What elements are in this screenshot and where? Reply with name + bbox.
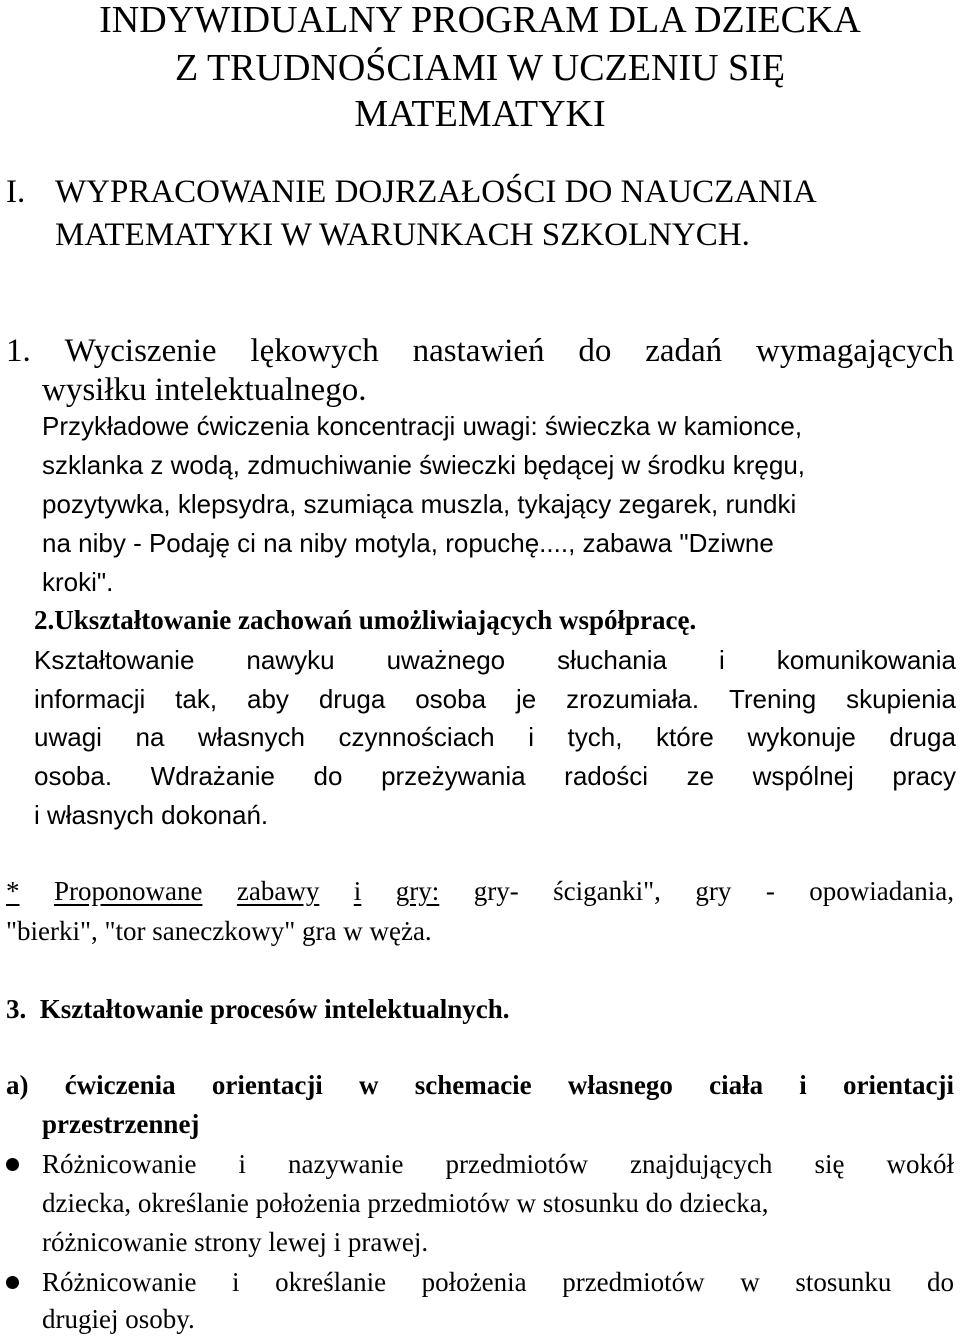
body-word: na — [135, 722, 165, 752]
games-label-word: gry: — [395, 876, 440, 906]
item2-heading: 2.Ukształtowanie zachowań umożliwiających współpracę. — [34, 605, 697, 635]
body-word: osoba. — [34, 761, 113, 791]
body-word: osoba — [415, 684, 487, 714]
bullet-word: i — [238, 1149, 246, 1179]
bullet-2-line-2: drugiej osoby. — [42, 1304, 195, 1334]
body-word: je — [515, 684, 537, 714]
games-word: ściganki", — [553, 876, 661, 906]
bullet-word: położenia — [421, 1267, 527, 1297]
body-word: nawyku — [246, 645, 335, 675]
subsection-a-heading-line-1 — [6, 1066, 954, 1104]
bullet-word: określanie — [275, 1267, 387, 1297]
heading-word: i — [799, 1070, 807, 1100]
heading-word: w — [359, 1070, 379, 1100]
heading-word: własnego — [567, 1070, 673, 1100]
title-line-3: MATEMATYKI — [354, 93, 606, 135]
item1-body-line: szklanka z wodą, zdmuchiwanie świeczki będącej w środku kręgu, — [42, 450, 806, 480]
bullet-word: stosunku — [795, 1267, 892, 1297]
item1-number: 1. — [6, 333, 31, 369]
games-label-word: zabawy — [236, 876, 320, 906]
heading-word: orientacji — [843, 1070, 954, 1100]
body-word: wykonuje — [747, 722, 856, 752]
item2-body-line — [34, 680, 956, 718]
item3-heading: 3. Kształtowanie procesów intelektualnych. — [6, 994, 510, 1024]
body-word: radości — [564, 761, 648, 791]
bullet-word: przedmiotów — [445, 1149, 588, 1179]
body-word: wspólnej — [752, 761, 854, 791]
bullet-icon — [6, 1158, 19, 1171]
bullet-2-line-1 — [42, 1263, 954, 1301]
games-label-word: i — [353, 876, 362, 906]
body-word: komunikowania — [776, 645, 956, 675]
body-word: uwagi — [34, 722, 102, 752]
heading-word: schemacie — [414, 1070, 532, 1100]
body-word: zrozumiała. — [566, 684, 700, 714]
bullet-word: wokół — [886, 1149, 954, 1179]
body-word: druga — [889, 722, 956, 752]
item1-body-line: pozytywka, klepsydra, szumiąca muszla, tykający zegarek, rundki — [42, 489, 797, 519]
bullet-word: Różnicowanie — [42, 1149, 197, 1179]
body-word: Wdrażanie — [150, 761, 275, 791]
heading-word: ciała — [709, 1070, 764, 1100]
bullet-1-line-3: różnicowanie strony lewej i prawej. — [42, 1227, 429, 1257]
item1-heading-line-2: wysiłku intelektualnego. — [42, 372, 367, 408]
body-word: które — [656, 722, 714, 752]
body-word: aby — [246, 684, 289, 714]
subsection-a-heading-line-2: przestrzennej — [42, 1109, 200, 1139]
bullet-word: Różnicowanie — [42, 1267, 197, 1297]
title-line-1: INDYWIDUALNY PROGRAM DLA DZIECKA — [99, 0, 861, 41]
body-word: do — [313, 761, 343, 791]
item2-body-line — [34, 757, 956, 795]
body-word: tak, — [175, 684, 218, 714]
heading-word: zadań — [645, 333, 723, 369]
body-word: przeżywania — [381, 761, 526, 791]
games-label-word: Proponowane — [53, 876, 203, 906]
body-word: tych, — [567, 722, 623, 752]
games-word: gry- — [473, 876, 519, 906]
heading-word: nastawień — [412, 333, 545, 369]
games-line-2: "bierki", "tor saneczkowy" gra w węża. — [6, 916, 432, 946]
bullet-word: nazywanie — [288, 1149, 404, 1179]
body-word: czynnościach — [338, 722, 495, 752]
heading-word: lękowych — [250, 333, 379, 369]
heading-word: ćwiczenia — [64, 1070, 176, 1100]
bullet-word: znajdujących — [630, 1149, 773, 1179]
body-word: Kształtowanie — [34, 645, 195, 675]
item2-body-line — [34, 718, 956, 756]
heading-word: orientacji — [211, 1070, 323, 1100]
body-word: i — [718, 645, 725, 675]
body-word: uważnego — [386, 645, 506, 675]
body-word: druga — [318, 684, 386, 714]
body-word: pracy — [892, 761, 956, 791]
item2-body-line — [34, 641, 956, 679]
body-word: informacji — [34, 684, 146, 714]
body-word: skupienia — [846, 684, 956, 714]
bullet-word: i — [232, 1267, 240, 1297]
body-word: i — [528, 722, 534, 752]
bullet-1-line-2: dziecka, określanie położenia przedmiotów w stosunku do dziecka, — [42, 1188, 769, 1218]
bullet-word: do — [926, 1267, 954, 1297]
games-line-1 — [6, 872, 954, 910]
section-heading-line-1: WYPRACOWANIE DOJRZAŁOŚCI DO NAUCZANIA — [55, 174, 817, 210]
item2-body-last-line: i własnych dokonań. — [34, 800, 269, 830]
body-word: ze — [686, 761, 715, 791]
item1-body-line: na niby - Podaję ci na niby motyla, ropuchę...., zabawa "Dziwne — [42, 528, 774, 558]
body-word: Trening — [728, 684, 817, 714]
section-numeral: I. — [6, 174, 26, 210]
bullet-word: w — [740, 1267, 760, 1297]
heading-word: do — [578, 333, 612, 369]
bullet-icon — [6, 1276, 19, 1289]
section-heading-line-2: MATEMATYKI W WARUNKACH SZKOLNYCH. — [55, 217, 750, 253]
body-word: własnych — [198, 722, 305, 752]
games-label-word: * — [6, 876, 20, 906]
heading-word: wymagających — [756, 333, 954, 369]
item1-heading-line-1 — [6, 331, 954, 371]
games-word: opowiadania, — [809, 876, 954, 906]
heading-word: Wyciszenie — [64, 333, 217, 369]
item1-body-line: Przykładowe ćwiczenia koncentracji uwagi: świeczka w kamionce, — [42, 411, 803, 441]
title-line-2: Z TRUDNOŚCIAMI W UCZENIU SIĘ — [174, 47, 786, 89]
body-word: słuchania — [557, 645, 667, 675]
bullet-word: się — [814, 1149, 845, 1179]
subsection-a-marker: a) — [6, 1070, 29, 1100]
games-word: - — [765, 876, 775, 906]
games-word: gry — [695, 876, 732, 906]
bullet-word: przedmiotów — [562, 1267, 705, 1297]
item1-body-line: kroki". — [42, 567, 114, 597]
bullet-1-line-1 — [42, 1145, 954, 1183]
